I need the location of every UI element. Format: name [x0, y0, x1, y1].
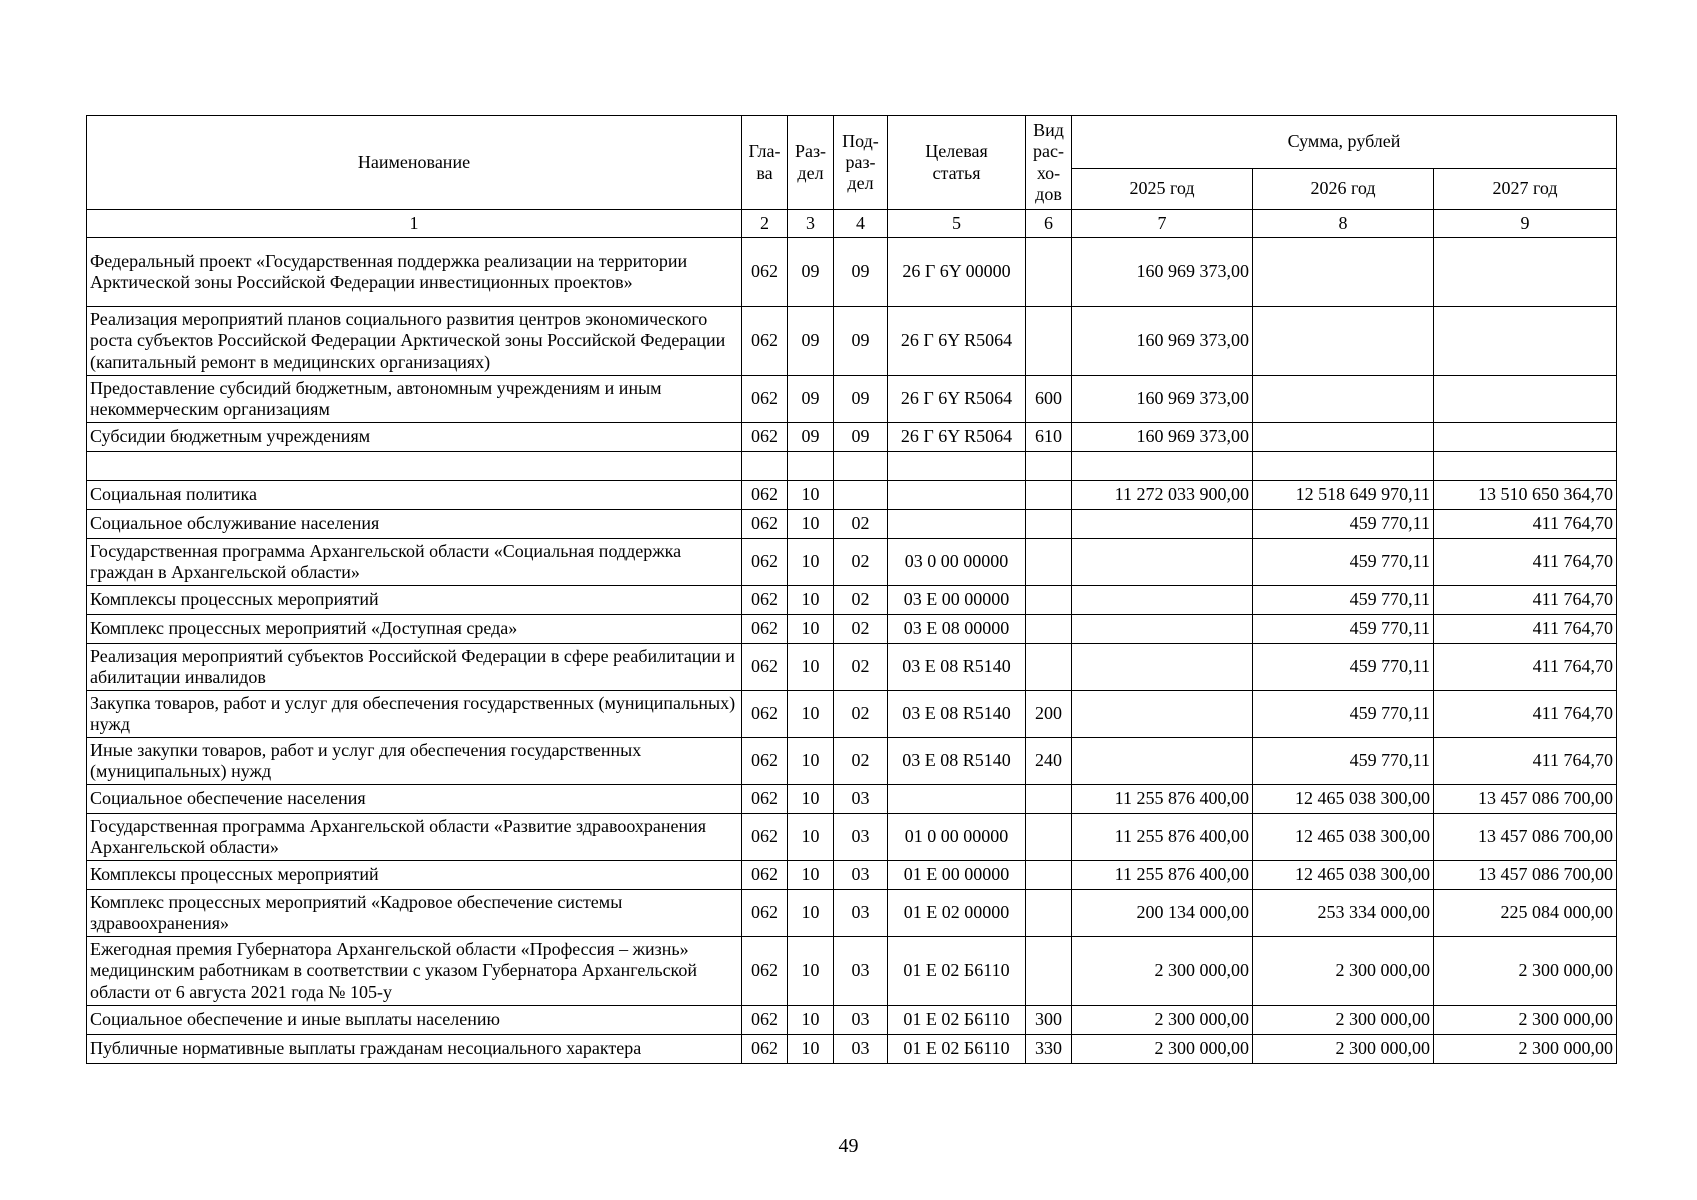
- table-row: [87, 1035, 1617, 1064]
- cell-celevaya-statya: 01 Е 02 00000: [888, 890, 1026, 937]
- cell-sum-2027: 411 764,70: [1434, 644, 1617, 691]
- cell-sum-2026: 12 465 038 300,00: [1253, 861, 1434, 890]
- cell-sum-2026: 253 334 000,00: [1253, 890, 1434, 937]
- table-row: [87, 1006, 1617, 1035]
- cell-celevaya-statya: [888, 785, 1026, 814]
- cell-sum-2027: [1434, 307, 1617, 376]
- cell-vid-rashodov: [1026, 452, 1072, 481]
- cell-sum-2025: 160 969 373,00: [1072, 376, 1253, 423]
- cell-sum-2026: 2 300 000,00: [1253, 937, 1434, 1006]
- cell-sum-2025: 160 969 373,00: [1072, 307, 1253, 376]
- cell-sum-2026: 12 518 649 970,11: [1253, 481, 1434, 510]
- cell-name: Федеральный проект «Государственная поддержка реализации на территории Арктической зоны Российской Федерации инвестиционных проектов»: [87, 238, 742, 307]
- cell-vid-rashodov: 330: [1026, 1035, 1072, 1064]
- cell-razdel: 09: [788, 238, 834, 307]
- cell-celevaya-statya: 26 Г 6Y R5064: [888, 307, 1026, 376]
- column-index: 2: [742, 210, 788, 238]
- cell-razdel: 10: [788, 691, 834, 738]
- cell-sum-2027: 411 764,70: [1434, 615, 1617, 644]
- cell-sum-2027: 2 300 000,00: [1434, 1006, 1617, 1035]
- cell-name: Ежегодная премия Губернатора Архангельской области «Профессия – жизнь» медицинским работникам в соответствии с указом Губернатора Архангельской области от 6 августа 2021 года № 105-у: [87, 937, 742, 1006]
- cell-razdel: 10: [788, 615, 834, 644]
- cell-name: Реализация мероприятий планов социального развития центров экономического роста субъектов Российской Федерации Арктической зоны Российской Федерации (капитальный ремонт в медицинских организациях): [87, 307, 742, 376]
- header-razdel: Раз- дел: [788, 116, 834, 210]
- cell-celevaya-statya: [888, 452, 1026, 481]
- cell-vid-rashodov: [1026, 307, 1072, 376]
- cell-celevaya-statya: 03 Е 08 R5140: [888, 738, 1026, 785]
- cell-sum-2027: [1434, 452, 1617, 481]
- cell-podrazdel: 09: [834, 307, 888, 376]
- cell-name: Комплексы процессных мероприятий: [87, 586, 742, 615]
- cell-sum-2025: [1072, 452, 1253, 481]
- cell-glava: 062: [742, 307, 788, 376]
- cell-razdel: 10: [788, 586, 834, 615]
- cell-sum-2026: [1253, 307, 1434, 376]
- cell-sum-2026: 459 770,11: [1253, 539, 1434, 586]
- cell-razdel: 10: [788, 481, 834, 510]
- cell-name: Комплекс процессных мероприятий «Кадровое обеспечение системы здравоохранения»: [87, 890, 742, 937]
- cell-podrazdel: [834, 481, 888, 510]
- table-row: [87, 738, 1617, 785]
- cell-podrazdel: 09: [834, 423, 888, 452]
- cell-sum-2027: 411 764,70: [1434, 738, 1617, 785]
- cell-name: Социальная политика: [87, 481, 742, 510]
- table-body: [87, 238, 1617, 1064]
- header-podrazdel: Под- раз- дел: [834, 116, 888, 210]
- cell-sum-2026: [1253, 238, 1434, 307]
- cell-podrazdel: 03: [834, 861, 888, 890]
- cell-sum-2027: 2 300 000,00: [1434, 937, 1617, 1006]
- cell-name: [87, 452, 742, 481]
- cell-name: Субсидии бюджетным учреждениям: [87, 423, 742, 452]
- cell-glava: 062: [742, 890, 788, 937]
- cell-podrazdel: 03: [834, 1006, 888, 1035]
- cell-sum-2027: [1434, 238, 1617, 307]
- column-index: 9: [1434, 210, 1617, 238]
- cell-sum-2025: [1072, 644, 1253, 691]
- table-row: [87, 691, 1617, 738]
- cell-sum-2027: [1434, 423, 1617, 452]
- cell-razdel: 10: [788, 861, 834, 890]
- cell-vid-rashodov: [1026, 785, 1072, 814]
- header-year-2025: 2025 год: [1072, 169, 1253, 210]
- cell-vid-rashodov: [1026, 539, 1072, 586]
- cell-podrazdel: 03: [834, 890, 888, 937]
- cell-sum-2027: 13 510 650 364,70: [1434, 481, 1617, 510]
- cell-sum-2026: 459 770,11: [1253, 510, 1434, 539]
- cell-sum-2025: 2 300 000,00: [1072, 1006, 1253, 1035]
- cell-celevaya-statya: 03 Е 08 R5140: [888, 691, 1026, 738]
- cell-sum-2025: 11 272 033 900,00: [1072, 481, 1253, 510]
- cell-razdel: [788, 452, 834, 481]
- table-row: [87, 861, 1617, 890]
- cell-razdel: 10: [788, 1006, 834, 1035]
- cell-name: Государственная программа Архангельской области «Развитие здравоохранения Архангельской области»: [87, 814, 742, 861]
- cell-podrazdel: 02: [834, 510, 888, 539]
- cell-vid-rashodov: 600: [1026, 376, 1072, 423]
- cell-razdel: 10: [788, 937, 834, 1006]
- cell-sum-2025: [1072, 586, 1253, 615]
- column-index: 1: [87, 210, 742, 238]
- table-row: [87, 238, 1617, 307]
- cell-sum-2027: [1434, 376, 1617, 423]
- cell-podrazdel: 02: [834, 738, 888, 785]
- cell-sum-2027: 411 764,70: [1434, 539, 1617, 586]
- cell-glava: 062: [742, 238, 788, 307]
- header-year-2027: 2027 год: [1434, 169, 1617, 210]
- cell-podrazdel: 09: [834, 376, 888, 423]
- table-row: [87, 937, 1617, 1006]
- cell-sum-2025: 11 255 876 400,00: [1072, 785, 1253, 814]
- cell-celevaya-statya: [888, 481, 1026, 510]
- cell-glava: 062: [742, 423, 788, 452]
- table-header: [87, 116, 1617, 238]
- cell-celevaya-statya: 26 Г 6Y 00000: [888, 238, 1026, 307]
- cell-glava: 062: [742, 586, 788, 615]
- cell-razdel: 10: [788, 890, 834, 937]
- table-row: [87, 615, 1617, 644]
- cell-vid-rashodov: [1026, 814, 1072, 861]
- cell-name: Комплексы процессных мероприятий: [87, 861, 742, 890]
- column-index: 6: [1026, 210, 1072, 238]
- table-row: [87, 814, 1617, 861]
- cell-sum-2025: 160 969 373,00: [1072, 238, 1253, 307]
- column-index: 7: [1072, 210, 1253, 238]
- cell-name: Реализация мероприятий субъектов Российской Федерации в сфере реабилитации и абилитации инвалидов: [87, 644, 742, 691]
- cell-razdel: 09: [788, 307, 834, 376]
- column-index: 5: [888, 210, 1026, 238]
- table-row: [87, 376, 1617, 423]
- cell-razdel: 10: [788, 510, 834, 539]
- cell-vid-rashodov: [1026, 615, 1072, 644]
- cell-sum-2026: 12 465 038 300,00: [1253, 814, 1434, 861]
- cell-glava: 062: [742, 814, 788, 861]
- cell-podrazdel: 02: [834, 691, 888, 738]
- cell-glava: 062: [742, 481, 788, 510]
- cell-sum-2025: [1072, 539, 1253, 586]
- cell-sum-2027: 411 764,70: [1434, 510, 1617, 539]
- cell-vid-rashodov: [1026, 890, 1072, 937]
- cell-podrazdel: 02: [834, 644, 888, 691]
- cell-glava: 062: [742, 644, 788, 691]
- cell-podrazdel: 02: [834, 539, 888, 586]
- cell-razdel: 10: [788, 539, 834, 586]
- cell-glava: 062: [742, 510, 788, 539]
- cell-vid-rashodov: 610: [1026, 423, 1072, 452]
- page-number: 49: [838, 1135, 859, 1157]
- cell-podrazdel: 09: [834, 238, 888, 307]
- cell-sum-2026: 2 300 000,00: [1253, 1006, 1434, 1035]
- cell-sum-2025: [1072, 738, 1253, 785]
- cell-podrazdel: 03: [834, 937, 888, 1006]
- cell-sum-2025: 11 255 876 400,00: [1072, 861, 1253, 890]
- cell-celevaya-statya: 03 0 00 00000: [888, 539, 1026, 586]
- table-row: [87, 423, 1617, 452]
- cell-glava: 062: [742, 1006, 788, 1035]
- cell-vid-rashodov: [1026, 238, 1072, 307]
- cell-celevaya-statya: 01 Е 02 Б6110: [888, 1035, 1026, 1064]
- cell-name: Предоставление субсидий бюджетным, автономным учреждениям и иным некоммерческим организациям: [87, 376, 742, 423]
- cell-sum-2025: 160 969 373,00: [1072, 423, 1253, 452]
- cell-sum-2026: 2 300 000,00: [1253, 1035, 1434, 1064]
- cell-name: Социальное обеспечение и иные выплаты населению: [87, 1006, 742, 1035]
- column-index-row: [87, 210, 1617, 238]
- cell-vid-rashodov: 240: [1026, 738, 1072, 785]
- cell-name: Закупка товаров, работ и услуг для обеспечения государственных (муниципальных) нужд: [87, 691, 742, 738]
- cell-vid-rashodov: [1026, 586, 1072, 615]
- cell-sum-2026: [1253, 452, 1434, 481]
- column-index: 4: [834, 210, 888, 238]
- cell-sum-2026: [1253, 376, 1434, 423]
- cell-razdel: 10: [788, 785, 834, 814]
- table-row: [87, 890, 1617, 937]
- cell-name: Социальное обеспечение населения: [87, 785, 742, 814]
- cell-glava: 062: [742, 861, 788, 890]
- cell-celevaya-statya: 01 Е 02 Б6110: [888, 1006, 1026, 1035]
- header-summa: Сумма, рублей: [1072, 116, 1617, 169]
- cell-sum-2026: 459 770,11: [1253, 615, 1434, 644]
- cell-celevaya-statya: 03 Е 08 00000: [888, 615, 1026, 644]
- cell-celevaya-statya: 01 Е 02 Б6110: [888, 937, 1026, 1006]
- cell-sum-2025: 2 300 000,00: [1072, 1035, 1253, 1064]
- column-index: 3: [788, 210, 834, 238]
- cell-sum-2025: 200 134 000,00: [1072, 890, 1253, 937]
- table-row: [87, 539, 1617, 586]
- cell-celevaya-statya: 26 Г 6Y R5064: [888, 376, 1026, 423]
- cell-razdel: 10: [788, 644, 834, 691]
- header-vid-rashodov: Вид рас- хо- дов: [1026, 116, 1072, 210]
- cell-vid-rashodov: 300: [1026, 1006, 1072, 1035]
- cell-sum-2027: 411 764,70: [1434, 586, 1617, 615]
- cell-name: Иные закупки товаров, работ и услуг для обеспечения государственных (муниципальных) нужд: [87, 738, 742, 785]
- cell-podrazdel: 02: [834, 615, 888, 644]
- table-row: [87, 586, 1617, 615]
- cell-name: Публичные нормативные выплаты гражданам несоциального характера: [87, 1035, 742, 1064]
- cell-name: Социальное обслуживание населения: [87, 510, 742, 539]
- cell-podrazdel: 03: [834, 814, 888, 861]
- cell-name: Комплекс процессных мероприятий «Доступная среда»: [87, 615, 742, 644]
- cell-razdel: 09: [788, 376, 834, 423]
- table-row: [87, 644, 1617, 691]
- cell-razdel: 09: [788, 423, 834, 452]
- cell-glava: 062: [742, 937, 788, 1006]
- cell-celevaya-statya: 01 0 00 00000: [888, 814, 1026, 861]
- cell-glava: 062: [742, 785, 788, 814]
- cell-vid-rashodov: [1026, 644, 1072, 691]
- cell-vid-rashodov: [1026, 510, 1072, 539]
- cell-sum-2025: 11 255 876 400,00: [1072, 814, 1253, 861]
- cell-celevaya-statya: [888, 510, 1026, 539]
- header-name: Наименование: [87, 116, 742, 210]
- cell-sum-2026: 12 465 038 300,00: [1253, 785, 1434, 814]
- header-glava: Гла- ва: [742, 116, 788, 210]
- cell-sum-2026: 459 770,11: [1253, 644, 1434, 691]
- cell-sum-2027: 225 084 000,00: [1434, 890, 1617, 937]
- cell-podrazdel: [834, 452, 888, 481]
- cell-podrazdel: 03: [834, 785, 888, 814]
- cell-sum-2025: [1072, 510, 1253, 539]
- table-row: [87, 785, 1617, 814]
- cell-glava: 062: [742, 615, 788, 644]
- budget-table: [86, 115, 1617, 1064]
- cell-glava: 062: [742, 738, 788, 785]
- table-row: [87, 452, 1617, 481]
- cell-razdel: 10: [788, 1035, 834, 1064]
- column-index: 8: [1253, 210, 1434, 238]
- cell-glava: 062: [742, 691, 788, 738]
- header-year-2026: 2026 год: [1253, 169, 1434, 210]
- cell-sum-2027: 13 457 086 700,00: [1434, 861, 1617, 890]
- cell-celevaya-statya: 26 Г 6Y R5064: [888, 423, 1026, 452]
- cell-sum-2026: 459 770,11: [1253, 738, 1434, 785]
- cell-sum-2025: 2 300 000,00: [1072, 937, 1253, 1006]
- header-celevaya-statya: Целевая статья: [888, 116, 1026, 210]
- cell-vid-rashodov: [1026, 937, 1072, 1006]
- cell-vid-rashodov: [1026, 481, 1072, 510]
- cell-sum-2025: [1072, 691, 1253, 738]
- cell-podrazdel: 03: [834, 1035, 888, 1064]
- cell-razdel: 10: [788, 814, 834, 861]
- cell-sum-2026: 459 770,11: [1253, 691, 1434, 738]
- cell-sum-2027: 13 457 086 700,00: [1434, 785, 1617, 814]
- cell-celevaya-statya: 03 Е 08 R5140: [888, 644, 1026, 691]
- table-row: [87, 510, 1617, 539]
- cell-name: Государственная программа Архангельской области «Социальная поддержка граждан в Архангельской области»: [87, 539, 742, 586]
- cell-glava: [742, 452, 788, 481]
- table-row: [87, 481, 1617, 510]
- cell-podrazdel: 02: [834, 586, 888, 615]
- table-row: [87, 307, 1617, 376]
- cell-razdel: 10: [788, 738, 834, 785]
- cell-celevaya-statya: 03 Е 00 00000: [888, 586, 1026, 615]
- cell-sum-2027: 2 300 000,00: [1434, 1035, 1617, 1064]
- cell-glava: 062: [742, 539, 788, 586]
- cell-sum-2027: 13 457 086 700,00: [1434, 814, 1617, 861]
- cell-sum-2026: [1253, 423, 1434, 452]
- cell-glava: 062: [742, 1035, 788, 1064]
- cell-vid-rashodov: 200: [1026, 691, 1072, 738]
- cell-sum-2026: 459 770,11: [1253, 586, 1434, 615]
- cell-vid-rashodov: [1026, 861, 1072, 890]
- cell-sum-2027: 411 764,70: [1434, 691, 1617, 738]
- cell-glava: 062: [742, 376, 788, 423]
- cell-sum-2025: [1072, 615, 1253, 644]
- cell-celevaya-statya: 01 Е 00 00000: [888, 861, 1026, 890]
